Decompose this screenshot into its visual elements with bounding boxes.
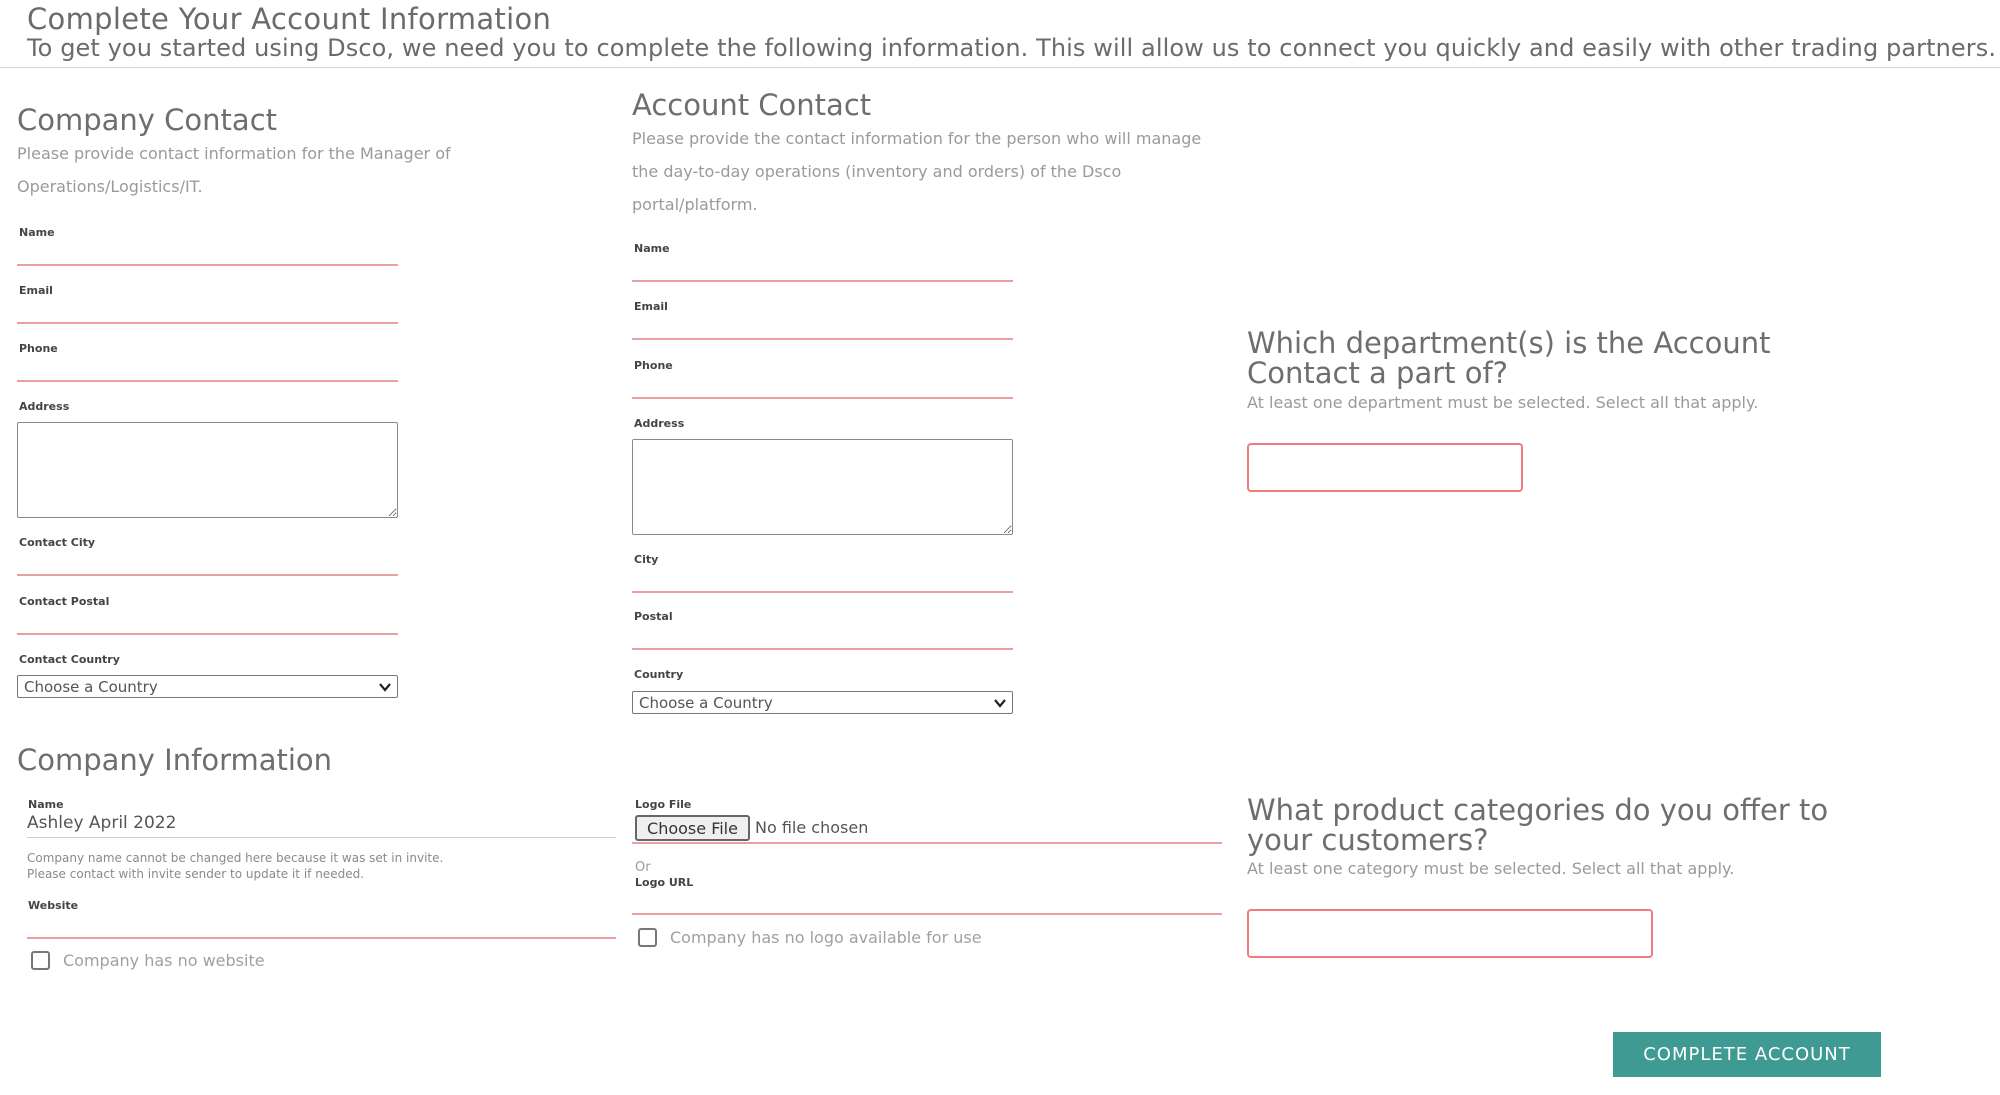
account-contact-title: Account Contact: [632, 88, 872, 122]
page-subtitle: To get you started using Dsco, we need you to complete the following information. This will allow us to connect you quickly and easily with other trading partners.: [27, 34, 1997, 62]
categories-multiselect[interactable]: [1247, 909, 1653, 958]
company-contact-phone-input[interactable]: [17, 360, 398, 382]
company-contact-postal-label: Contact Postal: [19, 595, 110, 608]
chevron-down-icon: [994, 697, 1006, 709]
company-contact-address-textarea[interactable]: [17, 422, 398, 518]
website-label: Website: [28, 899, 79, 912]
header-divider: [0, 67, 2000, 68]
page-title: Complete Your Account Information: [27, 2, 552, 36]
company-contact-email-label: Email: [19, 284, 53, 297]
company-contact-country-value: Choose a Country: [24, 677, 158, 696]
account-contact-city-label: City: [634, 553, 659, 566]
account-contact-city-input[interactable]: [632, 571, 1013, 593]
account-contact-address-label: Address: [634, 417, 685, 430]
company-name-value: Ashley April 2022: [27, 813, 616, 838]
account-contact-name-label: Name: [634, 242, 670, 255]
company-contact-email-input[interactable]: [17, 302, 398, 324]
account-contact-postal-label: Postal: [634, 610, 673, 623]
categories-hint: At least one category must be selected. Select all that apply.: [1247, 859, 1735, 878]
account-contact-postal-input[interactable]: [632, 628, 1013, 650]
company-contact-name-input[interactable]: [17, 244, 398, 266]
company-contact-postal-input[interactable]: [17, 613, 398, 635]
company-name-label: Name: [28, 798, 64, 811]
account-contact-phone-input[interactable]: [632, 377, 1013, 399]
company-contact-country-label: Contact Country: [19, 653, 120, 666]
account-contact-country-value: Choose a Country: [639, 693, 773, 712]
no-logo-label: Company has no logo available for use: [670, 928, 982, 947]
logo-file-label: Logo File: [635, 798, 692, 811]
account-contact-email-input[interactable]: [632, 318, 1013, 340]
categories-question: What product categories do you offer to your customers?: [1247, 793, 1829, 857]
account-contact-name-input[interactable]: [632, 260, 1013, 282]
logo-file-underline: [632, 842, 1222, 844]
company-information-title: Company Information: [17, 743, 333, 777]
logo-or-text: Or: [635, 860, 651, 875]
logo-url-input[interactable]: [632, 893, 1222, 915]
company-contact-name-label: Name: [19, 226, 55, 239]
no-logo-checkbox[interactable]: [638, 928, 657, 947]
file-status-text: No file chosen: [755, 818, 869, 837]
no-website-checkbox[interactable]: [31, 951, 50, 970]
account-contact-description: Please provide the contact information for the person who will manage the day-to-day operations (inventory and orders) of the Dsco portal/platform.: [632, 129, 1202, 214]
company-contact-description: Please provide contact information for the Manager of Operations/Logistics/IT.: [17, 144, 451, 196]
complete-account-button[interactable]: COMPLETE ACCOUNT: [1613, 1032, 1881, 1077]
company-contact-country-select[interactable]: [17, 675, 398, 698]
account-contact-email-label: Email: [634, 300, 668, 313]
chevron-down-icon: [379, 681, 391, 693]
choose-file-button[interactable]: Choose File: [635, 815, 750, 841]
account-contact-country-label: Country: [634, 668, 684, 681]
account-contact-address-textarea[interactable]: [632, 439, 1013, 535]
company-contact-address-label: Address: [19, 400, 70, 413]
departments-hint: At least one department must be selected. Select all that apply.: [1247, 393, 1759, 412]
company-name-help-line1: Company name cannot be changed here because it was set in invite.: [27, 851, 444, 865]
company-contact-city-label: Contact City: [19, 536, 96, 549]
website-input[interactable]: [27, 917, 616, 939]
logo-url-label: Logo URL: [635, 876, 694, 889]
company-contact-phone-label: Phone: [19, 342, 58, 355]
company-name-help-line2: Please contact with invite sender to update it if needed.: [27, 867, 365, 881]
departments-question: Which department(s) is the Account Contact a part of?: [1247, 326, 1771, 390]
company-contact-title: Company Contact: [17, 103, 278, 137]
company-contact-city-input[interactable]: [17, 554, 398, 576]
account-contact-country-select[interactable]: [632, 691, 1013, 714]
account-contact-phone-label: Phone: [634, 359, 673, 372]
departments-multiselect[interactable]: [1247, 443, 1523, 492]
no-website-label: Company has no website: [63, 951, 265, 970]
